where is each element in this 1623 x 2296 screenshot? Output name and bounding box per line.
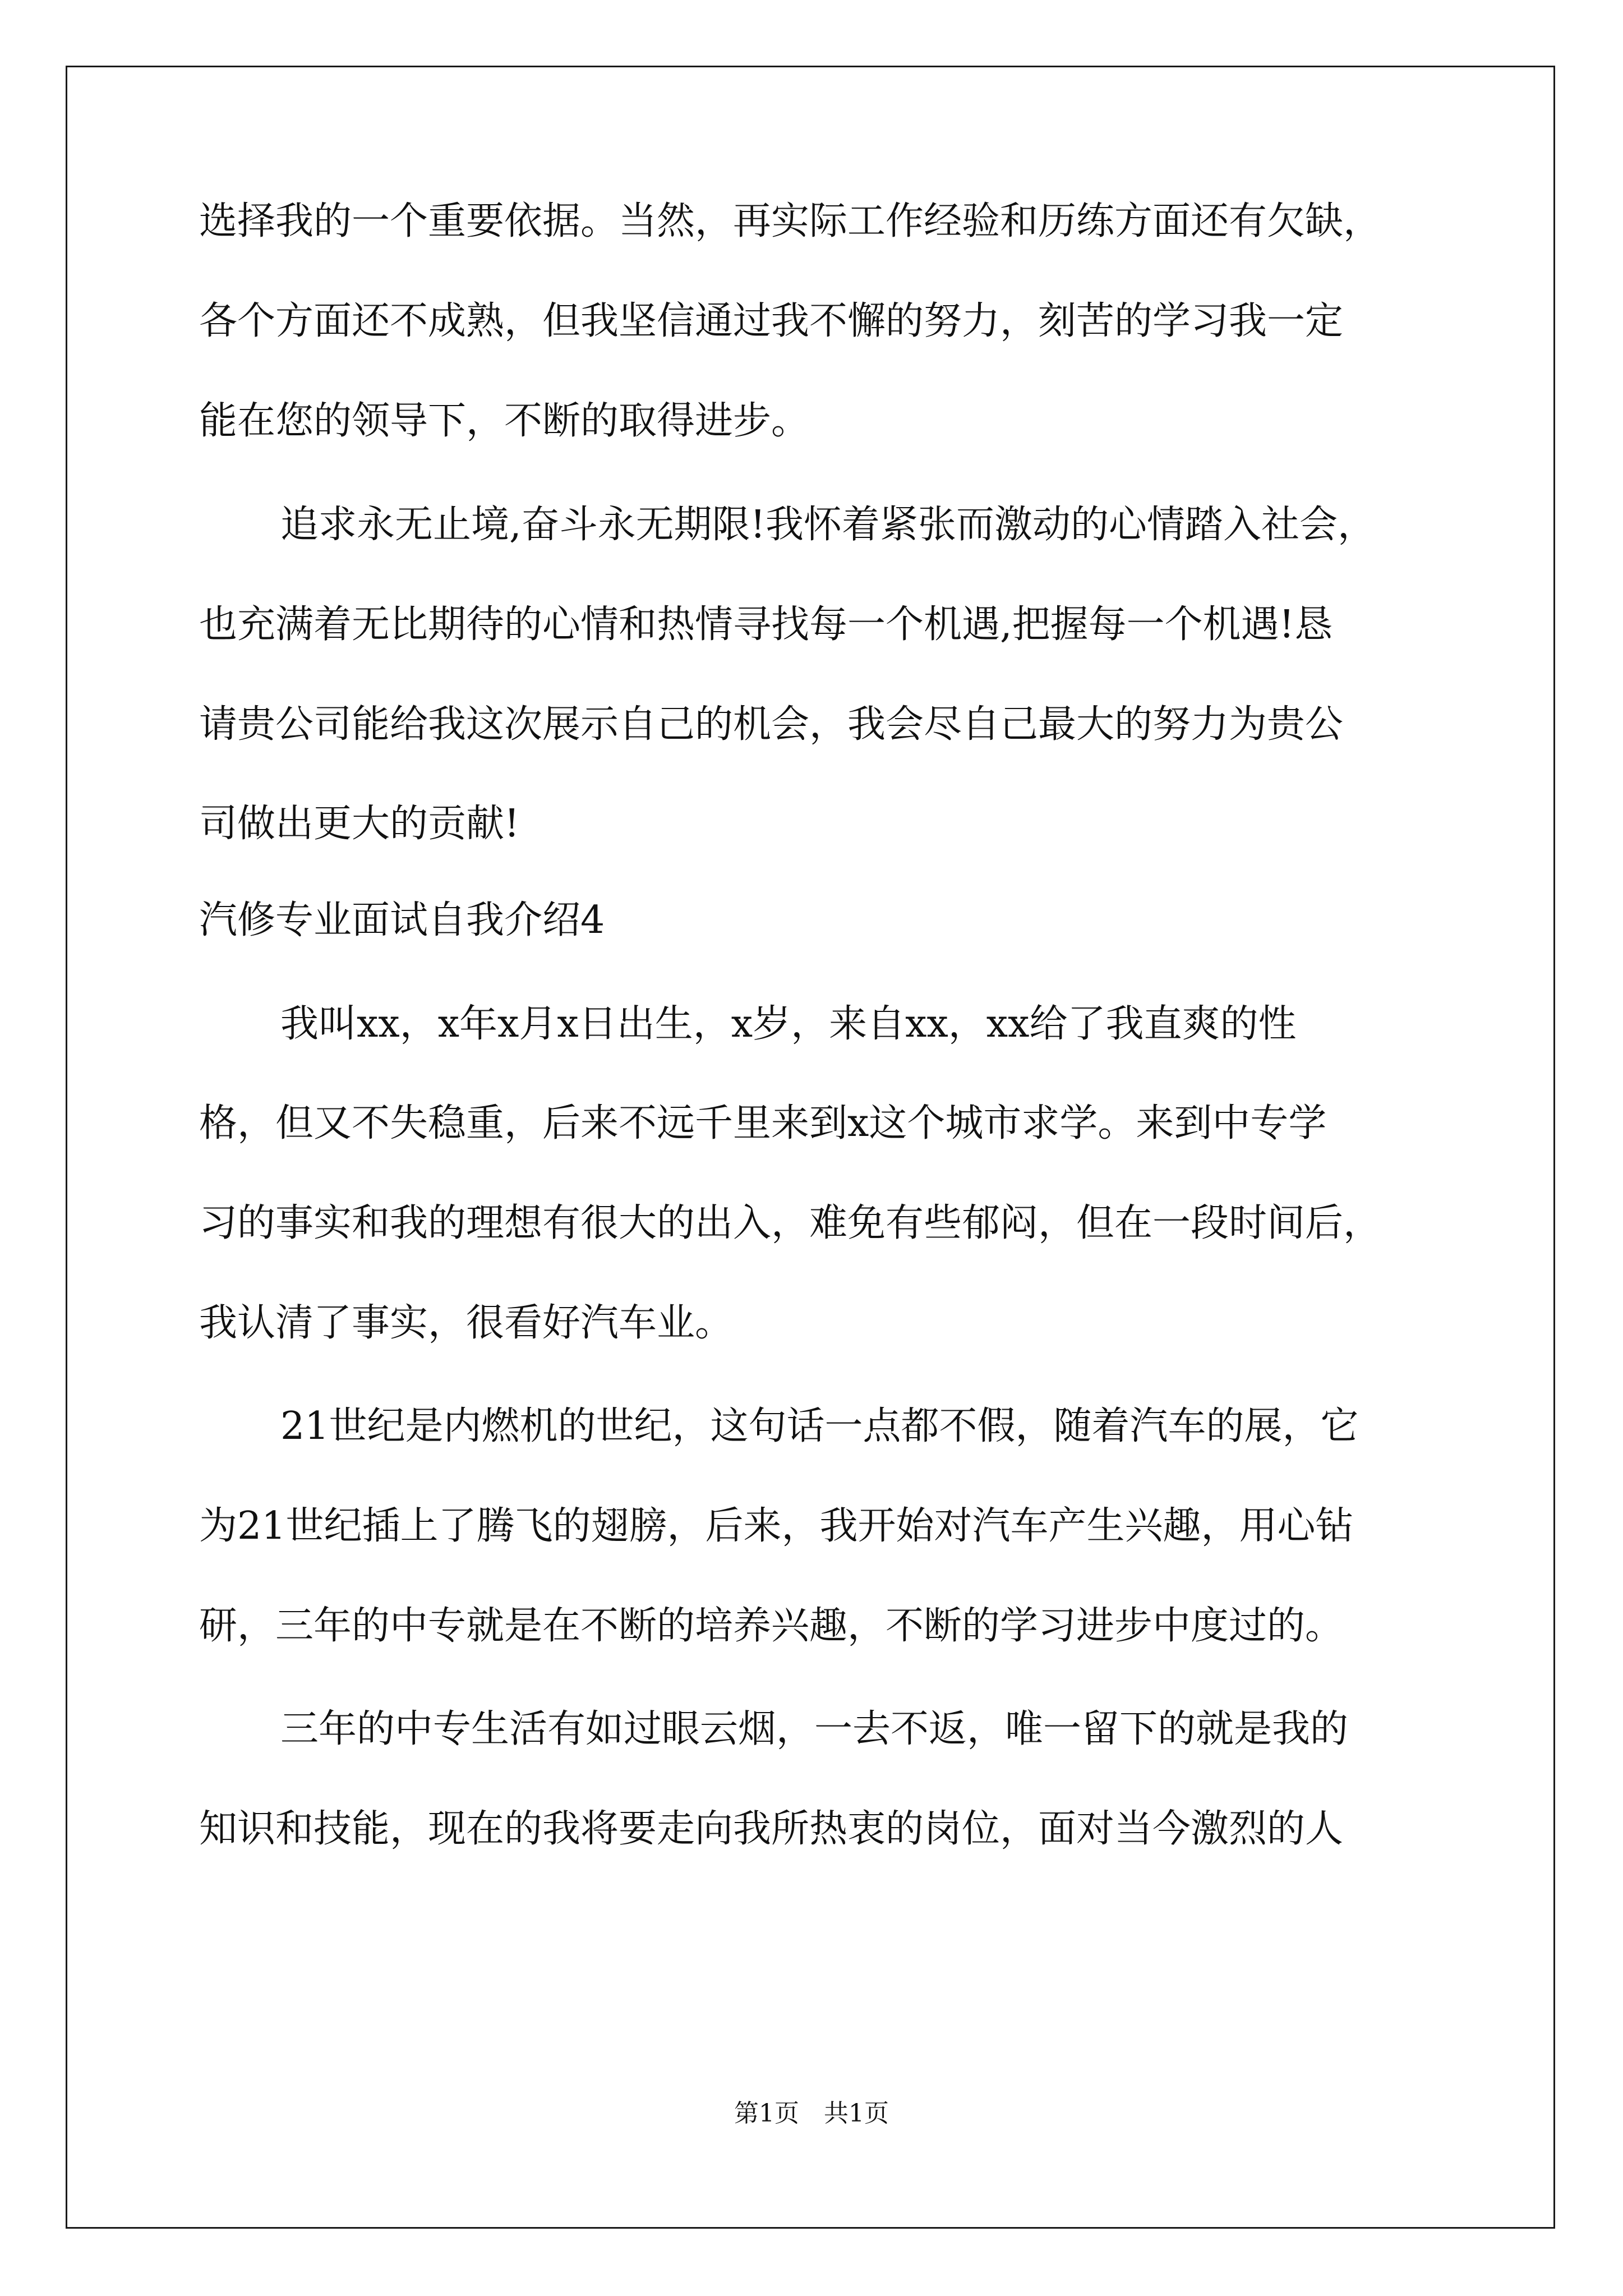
text-line: 我叫xx，x年x月x日出生，x岁，来自xx，xx给了我直爽的性 xyxy=(280,1002,1297,1046)
text-line: 我认清了事实，很看好汽车业。 xyxy=(199,1301,734,1345)
page-number-footer: 第1页 共1页 xyxy=(734,2099,889,2128)
text-line: 21世纪是内燃机的世纪，这句话一点都不假，随着汽车的展，它 xyxy=(280,1404,1359,1448)
text-line: 习的事实和我的理想有很大的出入，难免有些郁闷，但在一段时间后， xyxy=(199,1201,1382,1245)
text-line: 司做出更大的贡献! xyxy=(199,802,520,846)
text-line: 选择我的一个重要依据。当然，再实际工作经验和历练方面还有欠缺， xyxy=(199,199,1382,243)
text-line: 研，三年的中专就是在不断的培养兴趣，不断的学习进步中度过的。 xyxy=(199,1604,1344,1648)
text-line: 各个方面还不成熟，但我坚信通过我不懈的努力，刻苦的学习我一定 xyxy=(199,299,1344,343)
text-line: 能在您的领导下，不断的取得进步。 xyxy=(199,399,810,443)
text-line: 格，但又不失稳重，后来不远千里来到x这个城市求学。来到中专学 xyxy=(199,1101,1327,1145)
text-line: 也充满着无比期待的心情和热情寻找每一个机遇,把握每一个机遇!恳 xyxy=(199,602,1332,647)
text-line: 知识和技能，现在的我将要走向我所热衷的岗位，面对当今激烈的人 xyxy=(199,1807,1344,1851)
text-line: 三年的中专生活有如过眼云烟，一去不返，唯一留下的就是我的 xyxy=(280,1707,1349,1751)
section-heading: 汽修专业面试自我介绍4 xyxy=(199,898,605,942)
text-line: 为21世纪插上了腾飞的翅膀，后来，我开始对汽车产生兴趣，用心钻 xyxy=(199,1504,1354,1548)
text-line: 请贵公司能给我这次展示自己的机会，我会尽自己最大的努力为贵公 xyxy=(199,702,1344,747)
text-line: 追求永无止境,奋斗永无期限!我怀着紧张而激动的心情踏入社会， xyxy=(280,503,1376,547)
